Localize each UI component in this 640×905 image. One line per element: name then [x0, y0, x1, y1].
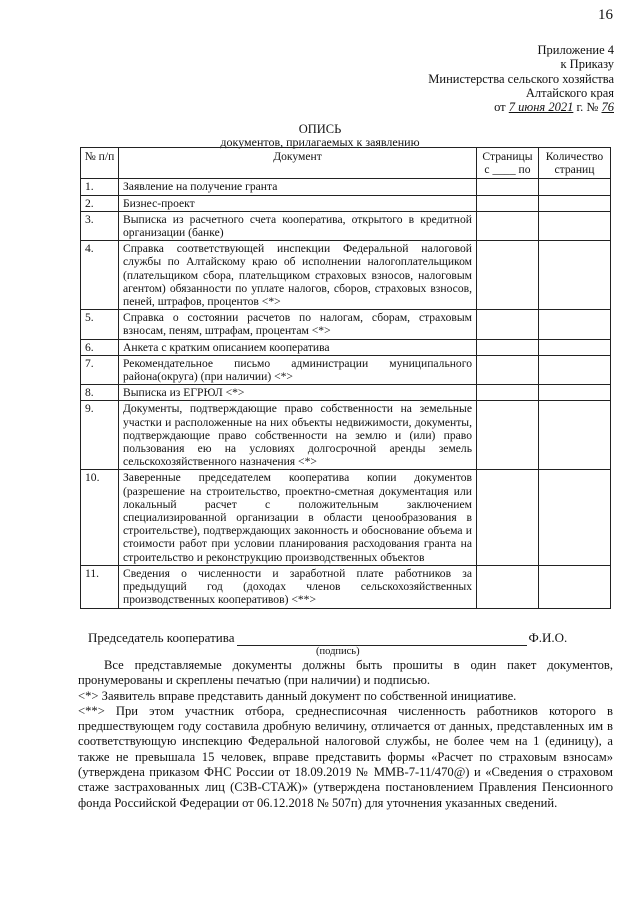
- row-count-cell: [539, 385, 611, 401]
- table-row: [81, 355, 611, 384]
- document-title: ОПИСЬ: [298, 122, 342, 136]
- table-row: [81, 470, 611, 565]
- note-own-initiative: <*> Заявитель вправе представить данный документ по собственной инициативе.: [78, 688, 517, 703]
- page-number: 16: [598, 7, 613, 23]
- row-pages-cell: [477, 179, 539, 195]
- row-document: Анкета с кратким описанием кооператива: [119, 339, 477, 355]
- notes-section: [78, 658, 613, 811]
- row-document: Заявление на получение гранта: [119, 179, 477, 195]
- row-document: Выписка из расчетного счета кооператива, открытого в кредитной организации (банке): [119, 211, 477, 240]
- row-document: Справка о состоянии расчетов по налогам, сборам, страховым взносам, пеням, штрафам, процентам <*>: [119, 310, 477, 339]
- row-number: 6.: [81, 339, 119, 355]
- row-number: 1.: [81, 179, 119, 195]
- table-row: [81, 310, 611, 339]
- row-count-cell: [539, 310, 611, 339]
- row-pages-cell: [477, 195, 539, 211]
- column-header-pages: Страницы с ____ по: [477, 148, 539, 179]
- region-line: Алтайского края: [525, 85, 614, 100]
- table-row: [81, 241, 611, 310]
- documents-table: [80, 147, 611, 609]
- row-document: Заверенные председателем кооператива копии документов (разрешение на строительство, проектно-сметная документация или локальный расчет с положительным заключением специализированной организации в области ценообразования в строительстве), подтверждающих законность и обоснование объема и стоимости работ при условии планирования расходования гранта на строительство и реконструкцию производственных объектов: [119, 470, 477, 565]
- row-count-cell: [539, 565, 611, 608]
- row-count-cell: [539, 241, 611, 310]
- table-row: [81, 179, 611, 195]
- row-pages-cell: [477, 565, 539, 608]
- column-header-document: Документ: [119, 148, 477, 179]
- row-pages-cell: [477, 211, 539, 240]
- row-document: Рекомендательное письмо администрации муниципального района(округа) (при наличии) <*>: [119, 355, 477, 384]
- table-header-row: [81, 148, 611, 179]
- row-count-cell: [539, 470, 611, 565]
- table-row: [81, 195, 611, 211]
- row-pages-cell: [477, 470, 539, 565]
- table-row: [81, 385, 611, 401]
- signature-line: [237, 633, 527, 646]
- order-number: 76: [601, 100, 614, 115]
- row-count-cell: [539, 179, 611, 195]
- row-pages-cell: [477, 401, 539, 470]
- appendix-line: Приложение 4: [537, 43, 614, 57]
- appendix-header: [428, 43, 614, 114]
- row-document: Сведения о численности и заработной плате работников за предыдущий год (доходах членов сельскохозяйственных производственных кооперативов) <**>: [119, 565, 477, 608]
- row-number: 3.: [81, 211, 119, 240]
- order-line: к Приказу: [560, 57, 614, 72]
- signature-caption: (подпись): [316, 646, 360, 657]
- note-binding: Все представляемые документы должны быть прошиты в один пакет документов, пронумерованы и скреплены печатью (при наличии) и подписью.: [78, 658, 613, 688]
- table-row: [81, 211, 611, 240]
- row-count-cell: [539, 195, 611, 211]
- row-number: 11.: [81, 565, 119, 608]
- column-header-number: № п/п: [81, 148, 119, 179]
- row-number: 5.: [81, 310, 119, 339]
- order-date-line: [428, 100, 614, 114]
- row-count-cell: [539, 401, 611, 470]
- order-date: 7 июня 2021: [508, 100, 574, 115]
- row-number: 8.: [81, 385, 119, 401]
- row-pages-cell: [477, 385, 539, 401]
- row-pages-cell: [477, 310, 539, 339]
- table-row: [81, 339, 611, 355]
- row-pages-cell: [477, 241, 539, 310]
- table-row: [81, 565, 611, 608]
- column-header-page-count: Количество страниц: [539, 148, 611, 179]
- document-subtitle: документов, прилагаемых к заявлению: [220, 135, 420, 149]
- date-prefix: от: [494, 100, 506, 115]
- row-number: 9.: [81, 401, 119, 470]
- row-number: 7.: [81, 355, 119, 384]
- row-count-cell: [539, 355, 611, 384]
- row-document: Документы, подтверждающие право собственности на земельные участки и расположенные на них объекты недвижимости, документы, подтверждающие право собственности на землю и (или) право пользования ею на условиях долгосрочной аренды земель сельскохозяйственного назначения <*>: [119, 401, 477, 470]
- row-number: 4.: [81, 241, 119, 310]
- row-number: 10.: [81, 470, 119, 565]
- signature-fio: Ф.И.О.: [528, 630, 568, 645]
- note-headcount: <**> При этом участник отбора, среднесписочная численность работников которого в предшествующем году составила дробную величину, отличается от данных, представленных им в соответствующую инспекцию Федеральной налоговой службы, не более чем на 1 (единицу), а также не превышала 15 человек, вправе представить формы «Расчет по страховым взносам» (утверждена приказом ФНС России от 18.09.2019 № ММВ-7-11/470@) и «Сведения о страховом стаже застрахованных лиц (СЗВ-СТАЖ)» (утверждена постановлением Правления Пенсионного фонда Российской Федерации от 06.12.2018 № 507п) для уточнения указанных сведений.: [78, 703, 613, 810]
- row-pages-cell: [477, 339, 539, 355]
- row-count-cell: [539, 339, 611, 355]
- row-pages-cell: [477, 355, 539, 384]
- ministry-line: Министерства сельского хозяйства: [428, 71, 614, 86]
- row-document: Справка соответствующей инспекции Федеральной налоговой службы по Алтайскому краю об исполнении налогоплательщиком (плательщиком сбора, плательщиком страховых взносов, налоговым агентом) обязанности по уплате налогов, сборов, страховых взносов, пеней, штрафов, процентов <*>: [119, 241, 477, 310]
- row-number: 2.: [81, 195, 119, 211]
- date-mid: г. №: [576, 100, 599, 115]
- row-document: Выписка из ЕГРЮЛ <*>: [119, 385, 477, 401]
- signature-label: Председатель кооператива: [88, 630, 235, 645]
- row-count-cell: [539, 211, 611, 240]
- table-row: [81, 401, 611, 470]
- signature-block: [88, 630, 568, 646]
- row-document: Бизнес-проект: [119, 195, 477, 211]
